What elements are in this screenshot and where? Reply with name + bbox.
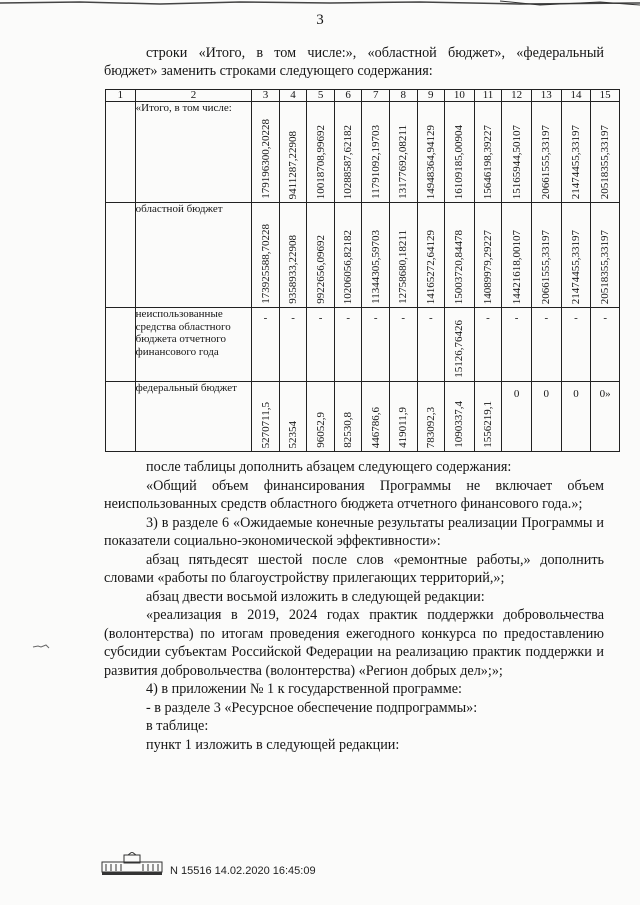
page-number: 3	[316, 12, 324, 28]
row-number-cell	[106, 102, 136, 203]
cell-value: 52354	[287, 420, 300, 448]
cell-value: -	[346, 312, 350, 324]
cell-value: -	[514, 312, 519, 324]
table-header-cell: 13	[531, 90, 561, 102]
value-cell	[531, 102, 561, 203]
table-header-cell: 1	[106, 90, 136, 102]
table-header-cell: 11	[474, 90, 502, 102]
cell-value: 15126,76426	[453, 320, 466, 378]
cell-value: 1090337,4	[453, 401, 466, 448]
cell-value: 11344305,59703	[369, 230, 382, 304]
value-cell	[279, 382, 307, 452]
value-cell	[334, 308, 362, 382]
value-cell	[502, 382, 532, 452]
cell-value: 173925588,70228	[259, 224, 272, 304]
cell-value: -	[318, 312, 323, 324]
table-header-cell: 8	[389, 90, 417, 102]
value-cell	[417, 203, 445, 308]
cell-value: -	[544, 312, 549, 324]
cell-value: -	[603, 312, 607, 324]
cell-value: 14948364,94129	[424, 124, 437, 199]
table-header-cell: 12	[502, 90, 532, 102]
paragraph: абзац двести восьмой изложить в следующей редакции:	[146, 588, 485, 605]
table-header-cell: 5	[307, 90, 335, 102]
cell-value: 15646198,39227	[482, 124, 494, 199]
cell-value: 5270711,5	[259, 401, 272, 448]
value-cell	[307, 203, 335, 308]
value-cell	[445, 203, 475, 308]
cell-value: 21474455,33197	[569, 229, 582, 304]
value-cell	[561, 203, 591, 308]
value-cell	[252, 203, 280, 308]
value-cell	[307, 308, 335, 382]
row-number-cell	[106, 308, 136, 382]
value-cell	[502, 203, 532, 308]
row-number-cell	[106, 203, 136, 308]
value-cell	[474, 102, 502, 203]
cell-value: -	[486, 312, 490, 324]
row-label: «Итого, в том числе:	[135, 102, 252, 203]
table-header-cell: 15	[591, 90, 620, 102]
row-label: федеральный бюджет	[135, 382, 252, 452]
scan-top-edge	[0, 0, 640, 10]
value-cell	[334, 203, 362, 308]
building-stamp-icon	[98, 852, 168, 876]
cell-value: 10206056,82182	[342, 229, 355, 304]
value-cell	[389, 203, 417, 308]
value-cell	[252, 382, 280, 452]
value-cell	[591, 102, 620, 203]
value-cell	[502, 102, 532, 203]
cell-value: 20661555,33197	[540, 124, 553, 199]
table-header-cell: 10	[445, 90, 475, 102]
amendment-text	[104, 458, 604, 754]
value-cell	[474, 382, 502, 452]
paragraph: «реализация в 2019, 2024 годах практик поддержки добровольчества (волонтерства) по итогам проведения ежегодного конкурса по предоставлению субсидии субъектам Российской Федерации на реализацию практик поддержки и развития добровольчества (волонтерства) «Регион добрых дел»;»;	[104, 607, 604, 679]
cell-value: 1556219,1	[482, 401, 494, 448]
paragraph: - в разделе 3 «Ресурсное обеспечение подпрограммы»:	[146, 699, 478, 716]
value-cell	[531, 308, 561, 382]
table-header-cell: 3	[252, 90, 280, 102]
value-cell	[362, 203, 390, 308]
value-cell	[252, 102, 280, 203]
table-header-row	[106, 90, 620, 102]
table-header-cell: 6	[334, 90, 362, 102]
table-row	[106, 102, 620, 203]
value-cell	[474, 308, 502, 382]
value-cell	[389, 308, 417, 382]
value-cell	[531, 203, 561, 308]
value-cell	[591, 308, 620, 382]
value-cell	[362, 382, 390, 452]
value-cell	[389, 382, 417, 452]
value-cell	[362, 308, 390, 382]
cell-value: 9411287,22908	[287, 130, 300, 199]
cell-value: 14089979,29227	[482, 229, 494, 304]
cell-value: 0	[573, 388, 579, 400]
cell-value: -	[401, 312, 406, 324]
value-cell	[279, 308, 307, 382]
cell-value: 15165944,50107	[510, 124, 523, 199]
cell-value: 20518355,33197	[599, 124, 612, 199]
table-header-cell: 2	[135, 90, 252, 102]
cell-value: 13177692,08211	[397, 125, 410, 199]
cell-value: 15003720,84478	[453, 229, 466, 304]
value-cell	[474, 203, 502, 308]
paragraph: абзац пятьдесят шестой после слов «ремонтные работы,» дополнить словами «работы по благоустройству прилегающих территорий,»;	[104, 551, 604, 586]
value-cell	[445, 102, 475, 203]
budget-table	[105, 89, 620, 452]
cell-value: 82530,8	[342, 412, 355, 448]
value-cell	[417, 102, 445, 203]
value-cell	[362, 102, 390, 203]
value-cell	[417, 308, 445, 382]
cell-value: 11791092,19703	[369, 125, 382, 199]
value-cell	[561, 308, 591, 382]
cell-value: -	[291, 312, 295, 324]
cell-value: -	[373, 312, 378, 324]
value-cell	[279, 203, 307, 308]
cell-value: 179196300,20228	[259, 119, 272, 199]
cell-value: 14165272,64129	[424, 229, 437, 304]
table-row	[106, 308, 620, 382]
cell-value: 20661555,33197	[540, 229, 553, 304]
value-cell	[334, 382, 362, 452]
cell-value: 16109185,00904	[453, 124, 466, 199]
value-cell	[445, 382, 475, 452]
value-cell	[417, 382, 445, 452]
paragraph: пункт 1 изложить в следующей редакции:	[146, 736, 400, 753]
cell-value: -	[263, 312, 268, 324]
cell-value: 0»	[599, 388, 611, 400]
intro-text: строки «Итого, в том числе:», «областной бюджет», «федеральный бюджет» заменить строками следующего содержания:	[104, 45, 604, 79]
table-header-cell: 4	[279, 90, 307, 102]
margin-scan-mark	[32, 640, 50, 655]
cell-value: -	[428, 312, 433, 324]
cell-value: -	[574, 312, 578, 324]
value-cell	[307, 102, 335, 203]
cell-value: 21474455,33197	[569, 124, 582, 199]
table-header-cell: 9	[417, 90, 445, 102]
cell-value: 0	[543, 388, 550, 400]
paragraph: в таблице:	[146, 718, 209, 734]
cell-value: 14421618,00107	[510, 229, 523, 304]
table-row	[106, 382, 620, 452]
row-number-cell	[106, 382, 136, 452]
cell-value: 10018708,99692	[314, 124, 327, 199]
row-label: областной бюджет	[135, 203, 252, 308]
value-cell	[445, 308, 475, 382]
intro-paragraph	[104, 44, 604, 80]
cell-value: 9358933,22908	[287, 235, 300, 304]
cell-value: 20518355,33197	[599, 229, 612, 304]
value-cell	[591, 203, 620, 308]
cell-value: 419011,9	[397, 407, 410, 448]
paragraph: 4) в приложении № 1 к государственной программе:	[146, 681, 462, 697]
value-cell	[389, 102, 417, 203]
paragraph: «Общий объем финансирования Программы не включает объем неиспользованных средств областного бюджета отчетного финансового года.»;	[104, 477, 604, 512]
table-header-cell: 14	[561, 90, 591, 102]
value-cell	[561, 382, 591, 452]
cell-value: 96052,9	[314, 412, 327, 448]
cell-value: 10288587,62182	[342, 124, 355, 199]
paragraph: 3) в разделе 6 «Ожидаемые конечные результаты реализации Программы и показатели социально-экономической эффективности»:	[104, 514, 604, 549]
row-label: неиспользованные средства областного бюджета отчетного финансового года	[135, 308, 252, 382]
value-cell	[502, 308, 532, 382]
cell-value: 783092,3	[424, 406, 437, 448]
value-cell	[531, 382, 561, 452]
cell-value: 0	[513, 388, 520, 400]
paragraph: после таблицы дополнить абзацем следующего содержания:	[146, 459, 512, 475]
registration-stamp: N 15516 14.02.2020 16:45:09	[170, 865, 316, 877]
value-cell	[279, 102, 307, 203]
table-header-cell: 7	[362, 90, 390, 102]
cell-value: 446786,6	[369, 406, 382, 448]
cell-value: 9922656,09692	[314, 235, 327, 304]
value-cell	[591, 382, 620, 452]
table-row	[106, 203, 620, 308]
value-cell	[334, 102, 362, 203]
cell-value: 12758680,18211	[397, 230, 410, 304]
value-cell	[252, 308, 280, 382]
value-cell	[307, 382, 335, 452]
value-cell	[561, 102, 591, 203]
